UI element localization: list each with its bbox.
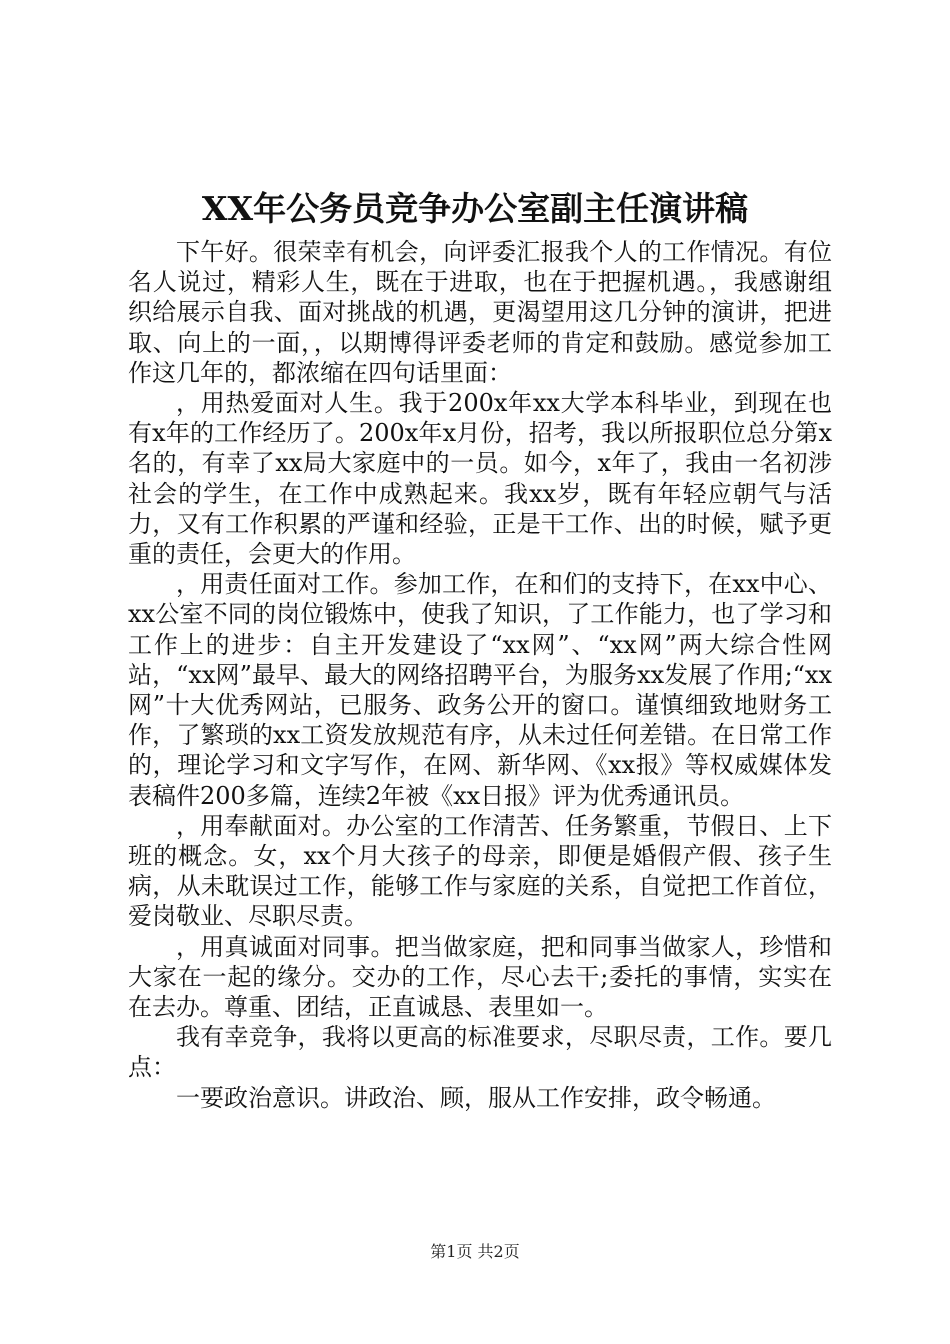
paragraph-sincerity: ，用真诚面对同事。把当做家庭，把和同事当做家人，珍惜和大家在一起的缘分。交办的工作，尽心去干;委托的事情，实实在在去办。尊重、团结，正直诚恳、表里如一。	[128, 932, 832, 1022]
document-title: XX年公务员竞争办公室副主任演讲稿	[201, 189, 749, 228]
paragraph-love-life: ，用热爱面对人生。我于200x年xx大学本科毕业，到现在也有x年的工作经历了。200x年x月份，招考，我以所报职位总分第x名的，有幸了xx局大家庭中的一员。如今，x年了，我由一名初涉社会的学生，在工作中成熟起来。我xx岁，既有年轻应朝气与活力，又有工作积累的严谨和经验，正是干工作、出的时候，赋予更重的责任，会更大的作用。	[128, 389, 832, 569]
page-number: 第1页 共2页	[430, 1242, 520, 1261]
paragraph-greeting: 下午好。很荣幸有机会，向评委汇报我个人的工作情况。有位名人说过，精彩人生，既在于进取，也在于把握机遇。，我感谢组织给展示自我、面对挑战的机遇，更渴望用这几分钟的演讲，把进取、向上的一面，，以期博得评委老师的肯定和鼓励。感觉参加工作这几年的，都浓缩在四句话里面：	[128, 238, 832, 387]
paragraph-commitment: 我有幸竞争，我将以更高的标准要求，尽职尽责，工作。要几点：	[128, 1023, 832, 1082]
paragraph-dedication: ，用奉献面对。办公室的工作清苦、任务繁重，节假日、上下班的概念。女，xx个月大孩子的母亲，即便是婚假产假、孩子生病，从未耽误过工作，能够工作与家庭的关系，自觉把工作首位，爱岗敬业、尽职尽责。	[128, 811, 832, 931]
document-body	[128, 237, 832, 1113]
paragraph-responsibility: ，用责任面对工作。参加工作，在和们的支持下，在xx中心、xx公室不同的岗位锻炼中，使我了知识，了工作能力，也了学习和工作上的进步：自主开发建设了“xx网”、“xx网”两大综合性网站，“xx网”最早、最大的网络招聘平台，为服务xx发展了作用;“xx网”十大优秀网站，已服务、政务公开的窗口。谨慎细致地财务工作，了繁琐的xx工资发放规范有序，从未过任何差错。在日常工作的，理论学习和文字写作，在网、新华网、《xx报》等权威媒体发表稿件200多篇，连续2年被《xx日报》评为优秀通讯员。	[128, 570, 832, 810]
paragraph-point-one: 一要政治意识。讲政治、顾，服从工作安排，政令畅通。	[176, 1083, 776, 1112]
